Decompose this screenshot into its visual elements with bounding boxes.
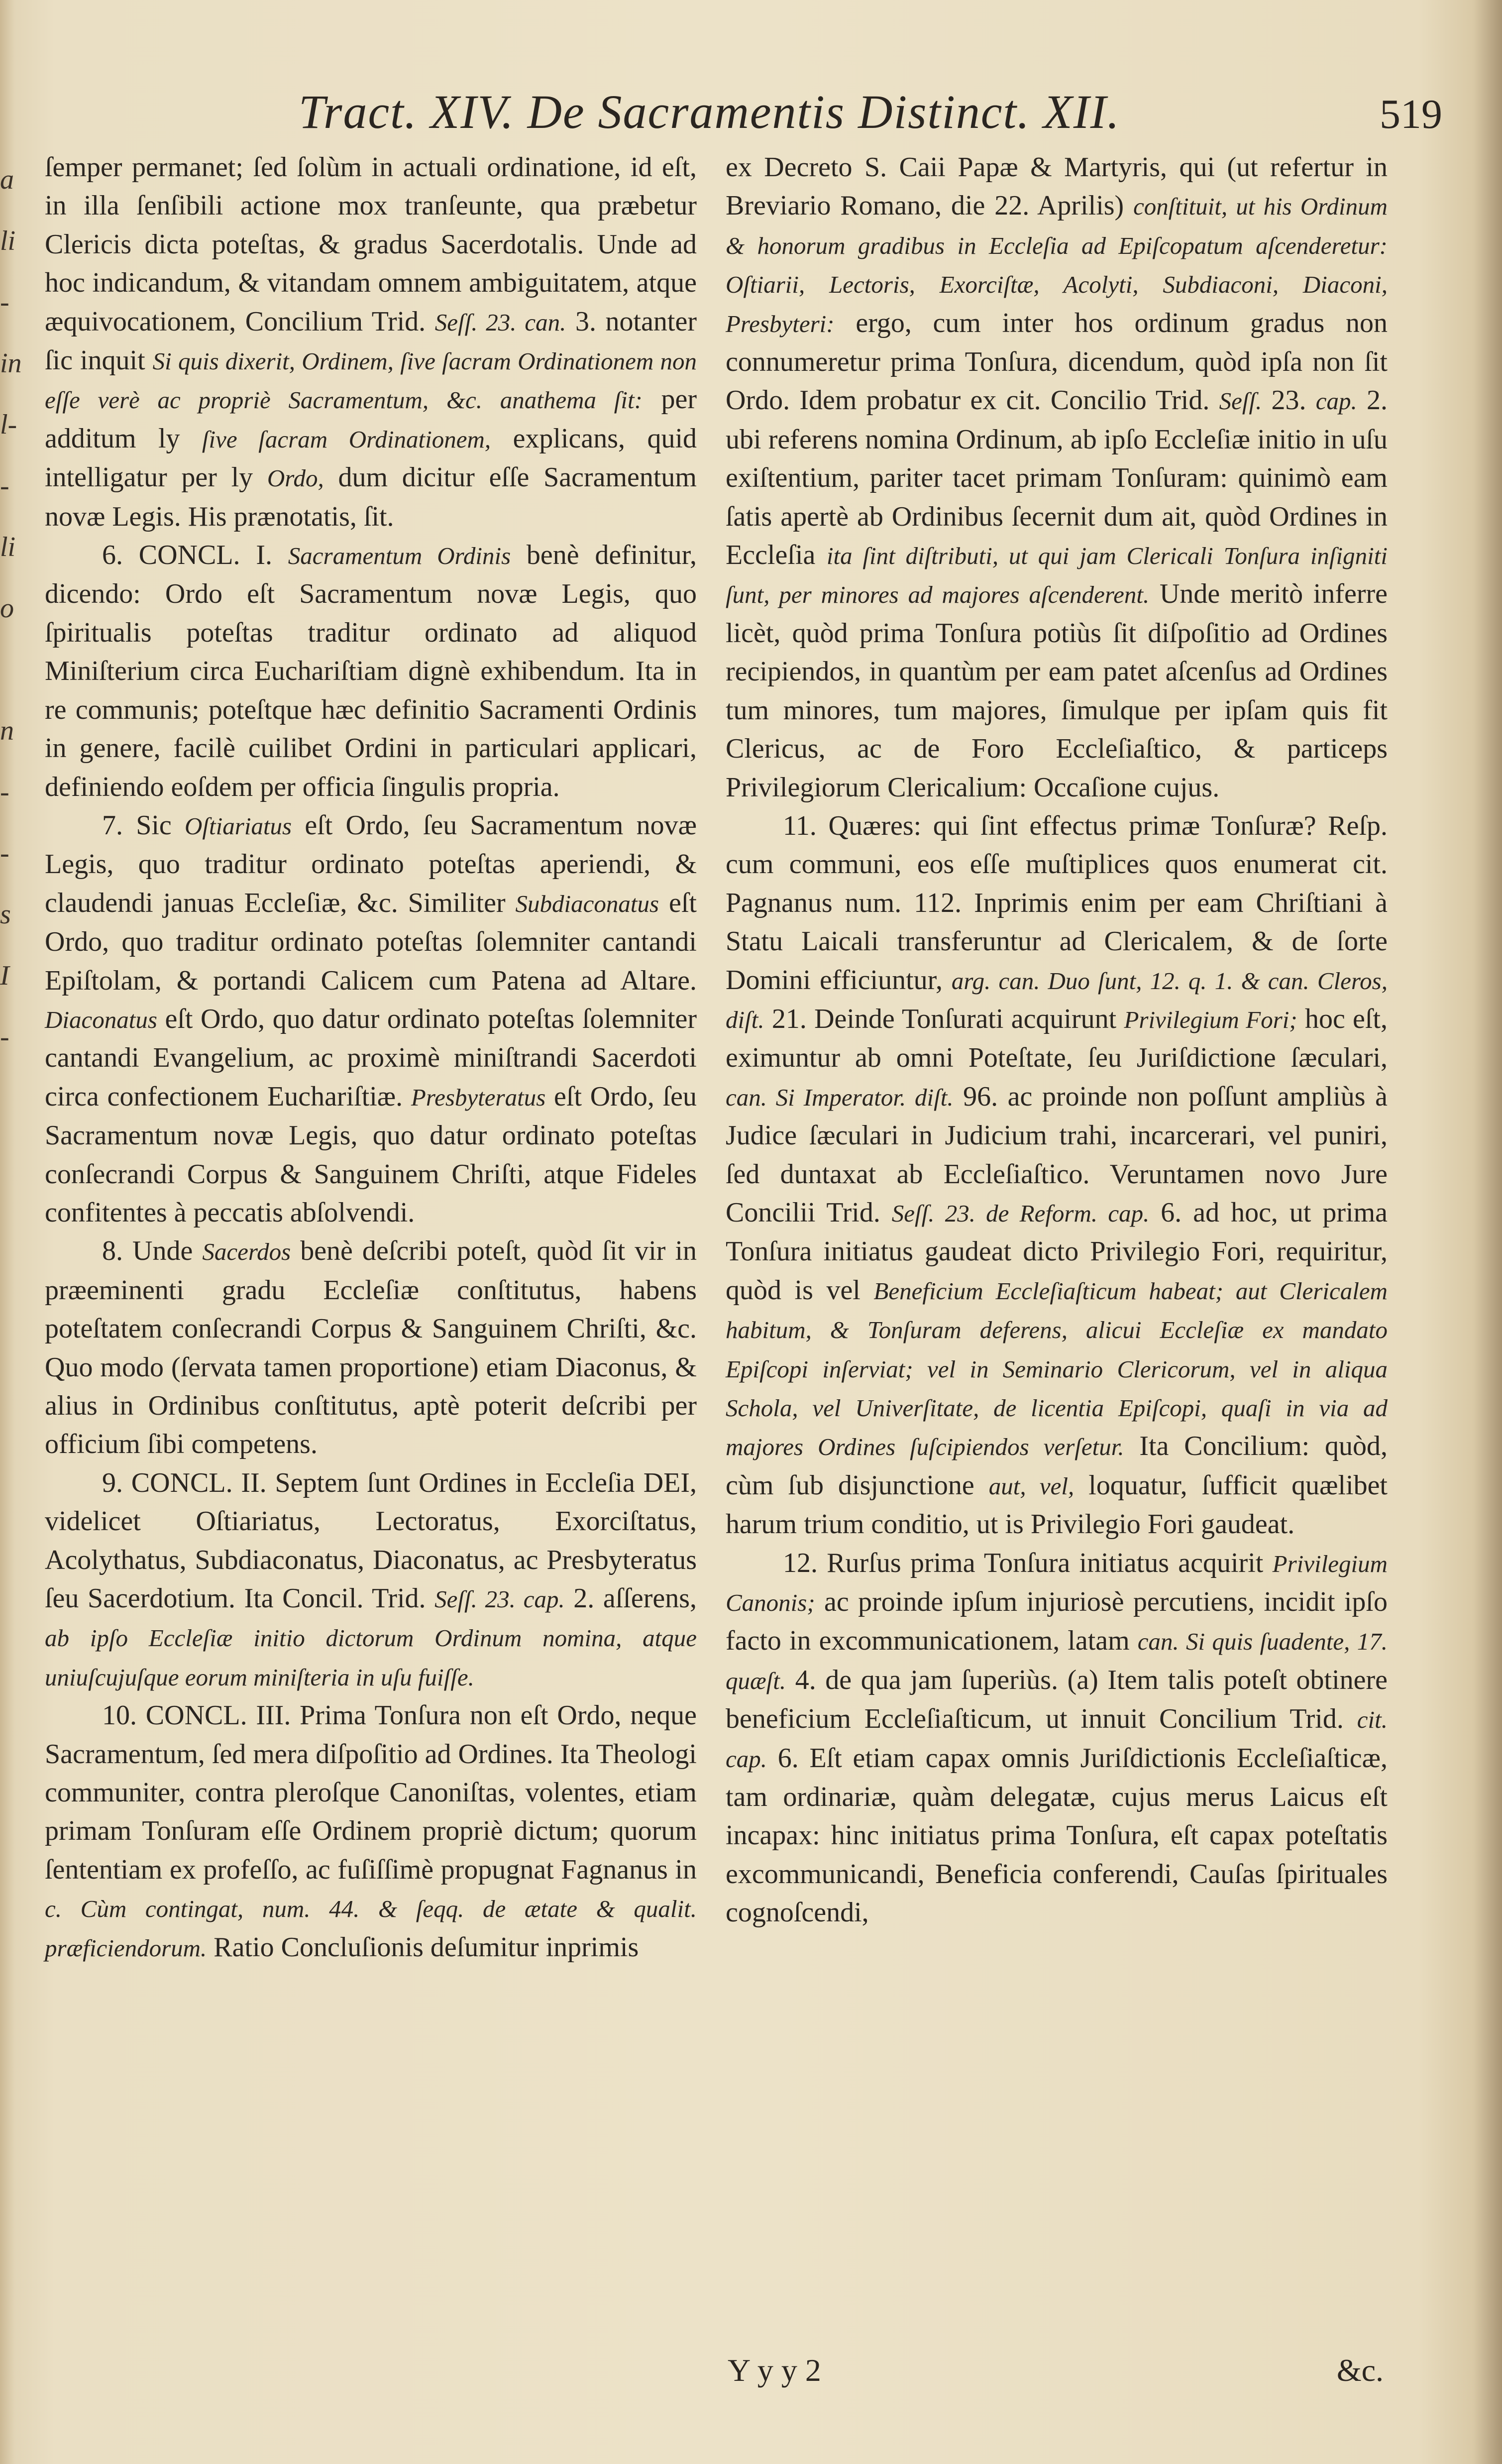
italic-text-run: Seſſ. 23. de Reform. cap. (891, 1199, 1150, 1227)
text-run: 3. notanter ſic inquit (45, 306, 697, 376)
margin-fragment: in (0, 348, 22, 379)
text-run: ac proinde ipſum injuriosè percutiens, incidit ipſo facto in excommunicationem, latam (726, 1586, 1388, 1657)
text-run: 7. Sic (102, 809, 185, 841)
italic-text-run: can. Si quis ſuadente, 17. quæſt. (726, 1628, 1388, 1694)
paragraph (45, 1232, 697, 1463)
text-run: 6. Eſt etiam capax omnis Juriſdictionis Eccleſiaſticæ, tam ordinariæ, quàm delegatæ, cujus merus Laicus eſt incapax: hinc initiatus prima Tonſura, eſt capax poteſtatis excommunicandi, Beneficia conferendi, Cauſas ſpirituales cognoſcendi, (726, 1742, 1388, 1928)
text-run: per additum ly (45, 384, 697, 454)
text-run: explicans, quid intelligatur per ly (45, 423, 697, 493)
italic-text-run: Si quis dixerit, Ordinem, ſive ſacram Ordinationem non eſſe verè ac propriè Sacramentum, &c. anathema ſit: (45, 347, 697, 414)
text-run: 6. CONCL. I. (102, 540, 288, 571)
italic-text-run: arg. can. Duo ſunt, 12. q. 1. & can. Cleros, diſt. (726, 967, 1388, 1033)
italic-text-run: cit. cap. (726, 1706, 1388, 1773)
italic-text-run: Seſſ. (1219, 387, 1262, 415)
paragraph (45, 148, 697, 536)
italic-text-run: conſtituit, ut his Ordinum & honorum gradibus in Eccleſia ad Epiſcopatum aſcenderetur: Oſtiarii, Lectoris, Exorciſtæ, Acolyti, Subdiaconi, Diaconi, Presbyteri: (726, 193, 1388, 337)
text-run: 23. (1262, 385, 1316, 416)
italic-text-run: ſive ſacram Ordinationem, (202, 425, 491, 453)
text-run: dum dicitur eſſe Sacramentum novæ Legis. His prænotatis, ſit. (45, 462, 697, 532)
text-run: 10. CONCL. III. Prima Tonſura non eſt Ordo, neque Sacramentum, ſed mera diſpoſitio ad Ordines. Ita Theologi communiter, contra pleroſque Canoniſtas, volentes, etiam primam Tonſuram eſſe Ordinem propriè dictum; quorum ſententiam ex profeſſo, ac fuſiſſimè propugnat Fagnanus in (45, 1700, 697, 1885)
margin-fragment: li (0, 225, 16, 256)
italic-text-run: Presbyteratus (411, 1083, 546, 1111)
margin-fragment: - (0, 470, 9, 501)
text-run: benè definitur, dicendo: Ordo eſt Sacramentum novæ Legis, quo ſpiritualis poteſtas traditur ordinato ad aliquod Miniſterium circa Euchariſtiam dignè exhibendum. Ita in re communis; poteſtque hæc definitio Sacramenti Ordinis in genere, facilè cuilibet Ordini in particulari applicari, definiendo eoſdem per officia ſingulis propria. (45, 540, 697, 802)
text-run: 6. ad hoc, ut prima Tonſura initiatus gaudeat dicto Privilegio Fori, requiritur, quòd is vel (726, 1197, 1388, 1306)
right-text-column (726, 148, 1388, 2329)
margin-fragment: li (0, 532, 16, 562)
margin-fragment: - (0, 287, 9, 318)
running-title: Tract. XIV. De Sacramentis Distinct. XII. (299, 85, 1120, 138)
italic-text-run: Privilegium Fori; (1124, 1006, 1297, 1033)
catchword: &c. (1336, 2352, 1384, 2388)
paragraph (726, 148, 1388, 807)
margin-fragment: o (0, 593, 14, 624)
margin-fragment (0, 1068, 32, 1129)
italic-text-run: cap. (1315, 387, 1357, 415)
page-number: 519 (1380, 91, 1442, 137)
italic-text-run: Seſſ. 23. cap. (434, 1585, 565, 1613)
text-run: 2. ubi referens nomina Ordinum, ab ipſo Eccleſiæ initio in uſu exiſtentium, pariter tacet primam Tonſuram: quinimò eam ſatis apertè ab Ordinibus ſecernit dum ait, quòd Ordines in Eccleſia (726, 385, 1388, 571)
italic-text-run: can. Si Imperator. diſt. (726, 1083, 954, 1111)
italic-text-run: Beneficium Eccleſiaſticum habeat; aut Clericalem habitum, & Tonſuram deferens, alicui Eccleſiæ ex mandato Epiſcopi inſerviat; vel in Seminario Clericorum, vel in aliqua Schola, vel Univerſitate, de licentia Epiſcopi, quaſi in via ad majores Ordines ſuſcipiendos verſetur. (726, 1277, 1388, 1461)
text-run: hoc eſt, eximuntur ab omni Poteſtate, ſeu Juriſdictione ſæculari, (726, 1003, 1388, 1074)
text-run: 12. Rurſus prima Tonſura initiatus acquirit (783, 1547, 1273, 1578)
margin-fragment: - (0, 777, 9, 807)
text-run: 96. ac proinde non poſſunt ampliùs à Judice ſæculari in Judicium trahi, incarcerari, vel puniri, ſed duntaxat ab Eccleſiaſtico. Veruntamen novo Jure Concilii Trid. (726, 1081, 1388, 1228)
text-run: 2. aſſerens, (564, 1583, 697, 1614)
margin-fragment (0, 1129, 32, 1190)
margin-fragment: s (0, 899, 11, 930)
margin-fragment: I (0, 960, 9, 991)
margin-fragment: n (0, 715, 14, 746)
paragraph (45, 806, 697, 1232)
text-run: 8. Unde (102, 1235, 203, 1267)
italic-text-run: ita ſint diſtributi, ut qui jam Clericali Tonſura inſigniti ſunt, per minores ad majores aſcenderent. (726, 542, 1388, 609)
italic-text-run: Subdiaconatus (515, 890, 659, 917)
paragraph (45, 1464, 697, 1696)
italic-text-run: Ordo, (267, 464, 324, 492)
italic-text-run: aut, vel, (988, 1472, 1074, 1500)
italic-text-run: Oſtiariatus (185, 812, 292, 840)
italic-text-run: Diaconatus (45, 1006, 157, 1033)
text-run: eſt Ordo, ſeu Sacramentum novæ Legis, quo traditur ordinato poteſtas aperiendi, & claudendi januas Eccleſiæ, &c. Similiter (45, 809, 697, 918)
italic-text-run: Privilegium Canonis; (726, 1550, 1388, 1617)
text-run: Ita Concilium: quòd, cùm ſub disjunctione (726, 1431, 1388, 1501)
paragraph (726, 1544, 1388, 1932)
margin-fragment: - (0, 1021, 9, 1052)
left-text-column (45, 148, 697, 2329)
text-run: 21. Deinde Tonſurati acquirunt (764, 1003, 1124, 1034)
text-run: 9. CONCL. II. Septem ſunt Ordines in Eccleſia DEI, videlicet Oſtiariatus, Lectoratus, Exorciſtatus, Acolythatus, Subdiaconatus, Diaconatus, ac Presbyteratus ſeu Sacerdotium. Ita Concil. Trid. (45, 1467, 697, 1614)
text-run: 4. de qua jam ſuperiùs. (a) Item talis poteſt obtinere beneficium Eccleſiaſticum, ut innuit Concilium Trid. (726, 1664, 1388, 1735)
italic-text-run: ab ipſo Eccleſiæ initio dictorum Ordinum nomina, atque uniuſcujuſque eorum miniſteria in uſu fuiſſe. (45, 1624, 697, 1691)
italic-text-run: c. Cùm contingat, num. 44. & ſeqq. de ætate & qualit. præficiendorum. (45, 1895, 697, 1962)
text-run: loquatur, ſufficit quælibet harum trium conditio, ut is Privilegio Fori gaudeat. (726, 1469, 1388, 1540)
text-run: eſt Ordo, ſeu Sacramentum novæ Legis, quo datur ordinato poteſtas conſecrandi Corpus & Sanguinem Chriſti, atque Fideles confitentes à peccatis abſolvendi. (45, 1081, 697, 1228)
margin-fragment: a (0, 164, 14, 195)
margin-fragment: - (0, 838, 9, 869)
text-run: ex Decreto S. Caii Papæ & Martyris, qui (ut refertur in Breviario Romano, die 22. Aprilis) (726, 152, 1388, 222)
italic-text-run: Sacerdos (202, 1238, 291, 1266)
text-run: 11. Quæres: qui ſint effectus primæ Tonſuræ? Reſp. cum communi, eos eſſe muſtiplices quos enumerat cit. Pagnanus num. 112. Inprimis enim per eam Chriſtiani à Statu Laicali transferuntur ad Clericalem, & de ſorte Domini efficiuntur, (726, 810, 1388, 996)
text-run: ergo, cum inter hos ordinum gradus non connumeretur prima Tonſura, dicendum, quòd ipſa non ſit Ordo. Idem probatur ex cit. Concilio Trid. (726, 307, 1388, 416)
text-run: eſt Ordo, quo traditur ordinato poteſtas ſolemniter cantandi Epiſtolam, & portandi Calicem cum Patena ad Altare. (45, 887, 697, 996)
paragraph (45, 536, 697, 806)
text-run: Unde meritò inferre licèt, quòd prima Tonſura potiùs ſit diſpoſitio ad Ordines recipiendos, in quantùm per eam patet aſcenſus ad Ordines tum minores, tum majores, ſimulque per ipſam quis fit Clericus, ac de Foro Eccleſiaſtico, & particeps Privilegiorum Clericalium: Occaſione cujus. (726, 578, 1388, 803)
margin-fragment (0, 639, 32, 700)
margin-fragment: l- (0, 409, 17, 440)
italic-text-run: Seſſ. 23. can. (434, 308, 566, 336)
text-run: Ratio Concluſionis deſumitur inprimis (207, 1931, 639, 1963)
paragraph (45, 1696, 697, 1967)
italic-text-run: Sacramentum Ordinis (288, 542, 511, 570)
text-run: ſemper permanet; ſed ſolùm in actuali ordinatione, id eſt, in illa ſenſibili actione mox tranſeunte, qua præbetur Clericis dicta poteſtas, & gradus Sacerdotalis. Unde ad hoc indicandum, & vitandam omnem ambiguitatem, atque æquivocationem, Concilium Trid. (45, 152, 697, 337)
text-run: eſt Ordo, quo datur ordinato poteſtas ſolemniter cantandi Evangelium, ac proximè miniſtrandi Sacerdoti circa confectionem Euchariſtiæ. (45, 1003, 697, 1112)
previous-page-margin-fragments (0, 149, 32, 1444)
text-run: benè deſcribi poteſt, quòd ſit vir in præeminenti gradu Eccleſiæ conſtitutus, habens poteſtatem conſecrandi Corpus & Sanguinem Chriſti, &c. Quo modo (ſervata tamen proportione) etiam Diaconus, & alius in Ordinibus conſtitutus, aptè poterit deſcribi per officium ſibi competens. (45, 1235, 697, 1460)
signature-mark: Y y y 2 (728, 2352, 821, 2388)
paragraph (726, 807, 1388, 1544)
